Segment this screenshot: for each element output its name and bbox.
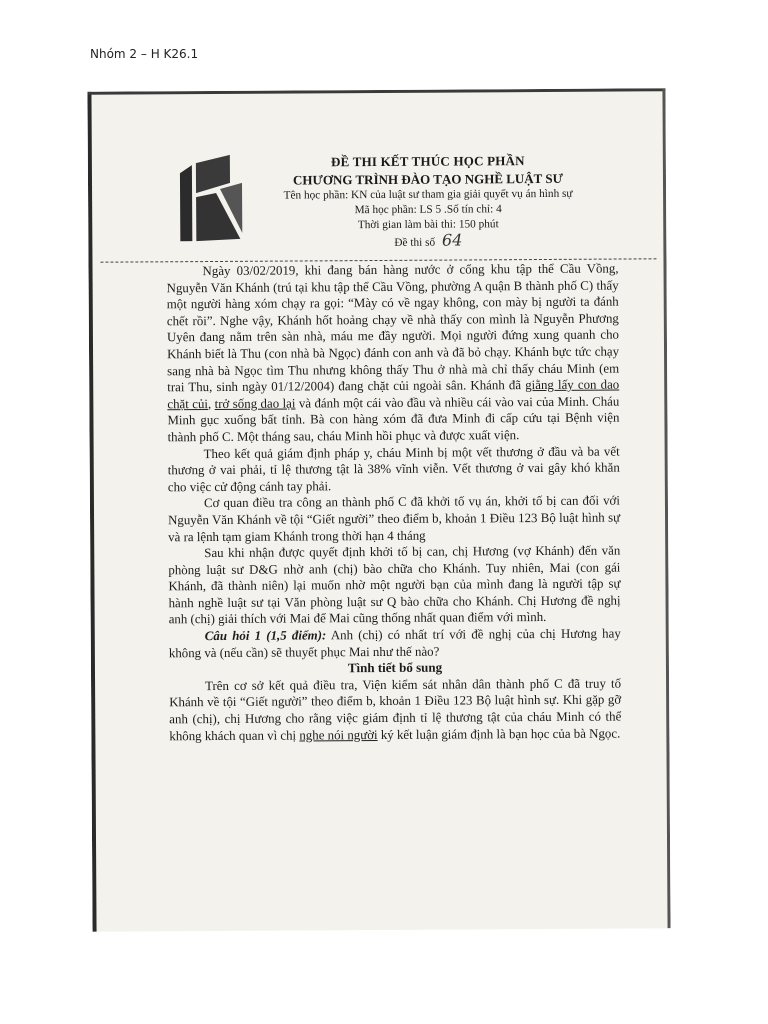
academy-logo-icon [170,153,251,245]
program-title: CHƯƠNG TRÌNH ĐÀO TẠO NGHỀ LUẬT SƯ [292,170,563,188]
supplement-heading: Tình tiết bổ sung [347,659,443,676]
exam-duration: Thời gian làm bài thi: 150 phút [357,218,499,232]
p5-end: ký kết luận giám định là bạn học của bà Ngọc. [377,726,621,742]
case-paragraph-4: Sau khi nhận được quyết định khởi tố bị can, chị Hương (vợ Khánh) đến văn phòng luật sư D&G nhờ anh (chị) bào chữa cho Khánh. Tuy nhiên, Mai (con gái Khánh, đã thành niên) lại muốn nhờ một người bạn của mình đang là người tập sự hành nghề luật sư tại Văn phòng luật sư Q bào chữa cho Khánh. Chị Hương đề nghị anh (chị) giải thích với Mai để Mai cũng thống nhất quan điểm với mình. [168,543,621,627]
exam-title: ĐỀ THI KẾT THÚC HỌC PHẦN [330,153,525,170]
exam-header [278,153,579,252]
exam-number-label: Đề thi số [394,236,436,249]
question-1 [169,626,621,662]
p5-underlined: nghe nói người [299,727,378,743]
p5-text: Trên cơ sở kết quả điều tra, Viện kiểm sát nhân dân thành phố C đã truy tố Khánh về tội “Giết người” theo điểm b, khoản 1 Điều 123 Bộ luật hình sự. Khi gặp gỡ anh (chị), chị Hương cho rằng việc giám định tỉ lệ thương tật của cháu Minh có thể không khách quan vì chị [169,676,622,743]
p1-end: và đánh một cái vào đầu và nhiều cái vào vai của Minh. Cháu Minh gục xuống bất tỉnh. Bà con hàng xóm đã đưa Minh đi cấp cứu tại Bệnh viện thành phố C. Một tháng sau, cháu Minh hồi phục và được xuất viện. [167,394,620,445]
question-1-text: Anh (chị) có nhất trí với đề nghị của chị Hương hay không và (nếu cần) sẽ thuyết phục Mai như thế nào? [168,626,621,660]
case-paragraph-3: Cơ quan điều tra công an thành phố C đã khởi tố vụ án, khởi tố bị can đối với Nguyễn Văn Khánh về tội “Giết người” theo điểm b, khoản 1 Điều 123 Bộ luật hình sự và ra lệnh tạm giam Khánh trong thời hạn 4 tháng [168,493,621,544]
p1-underlined-a: giằng lấy con dao chặt củi [167,377,620,412]
scanned-exam-page [87,88,670,932]
course-code: Mã học phần: LS 5 .Số tín chỉ: 4 [354,203,502,217]
p1-text: Ngày 03/02/2019, khi đang bán hàng nước ở cổng khu tập thể Cầu Vồng, Nguyễn Văn Khánh (trú tại khu tập thể Cầu Vồng, phường A quận B thành phố C) thấy một người hàng xóm chạy ra gọi: “Mày có về ngay không, con mày bị người ta đánh chết rồi”. Nghe vậy, Khánh hốt hoảng chạy về nhà thấy con mình là Nguyễn Phương Uyên đang nằm trên sàn nhà, máu me đầy người. Mọi người đứng xung quanh cho Khánh biết là Thu (con nhà bà Ngọc) đánh con anh và đã bỏ chạy. Khánh bực tức chạy sang nhà bà Ngọc tìm Thu nhưng không thấy Thu ở nhà mà chỉ thấy cháu Minh (em trai Thu, sinh ngày 01/12/2004) đang chặt củi ngoài sân. Khánh đã [166,261,620,395]
scan-right-edge [662,88,670,928]
question-1-label: Câu hỏi 1 (1,5 điểm): [204,628,327,644]
scan-top-edge [87,88,665,95]
exam-number-value: 64 [441,230,463,250]
p1-underlined-b: trở sống dao lại [214,396,296,411]
course-name: Tên học phần: KN của luật sư tham gia giải quyết vụ án hình sự [283,187,573,202]
scan-left-edge [87,92,96,932]
supplement-paragraph [169,675,621,744]
exam-body [166,261,621,745]
exam-number [278,232,578,252]
case-paragraph-1 [166,261,619,446]
case-paragraph-2: Theo kết quả giám định pháp y, cháu Minh bị một vết thương ở đầu và ba vết thương ở vai phải, tỉ lệ thương tật là 38% vĩnh viễn. Vết thương ở vai gây khó khăn cho việc cử động cánh tay phải. [167,444,620,495]
p1-mid: , [207,396,212,411]
page-header: Nhóm 2 – H K26.1 [90,47,199,61]
